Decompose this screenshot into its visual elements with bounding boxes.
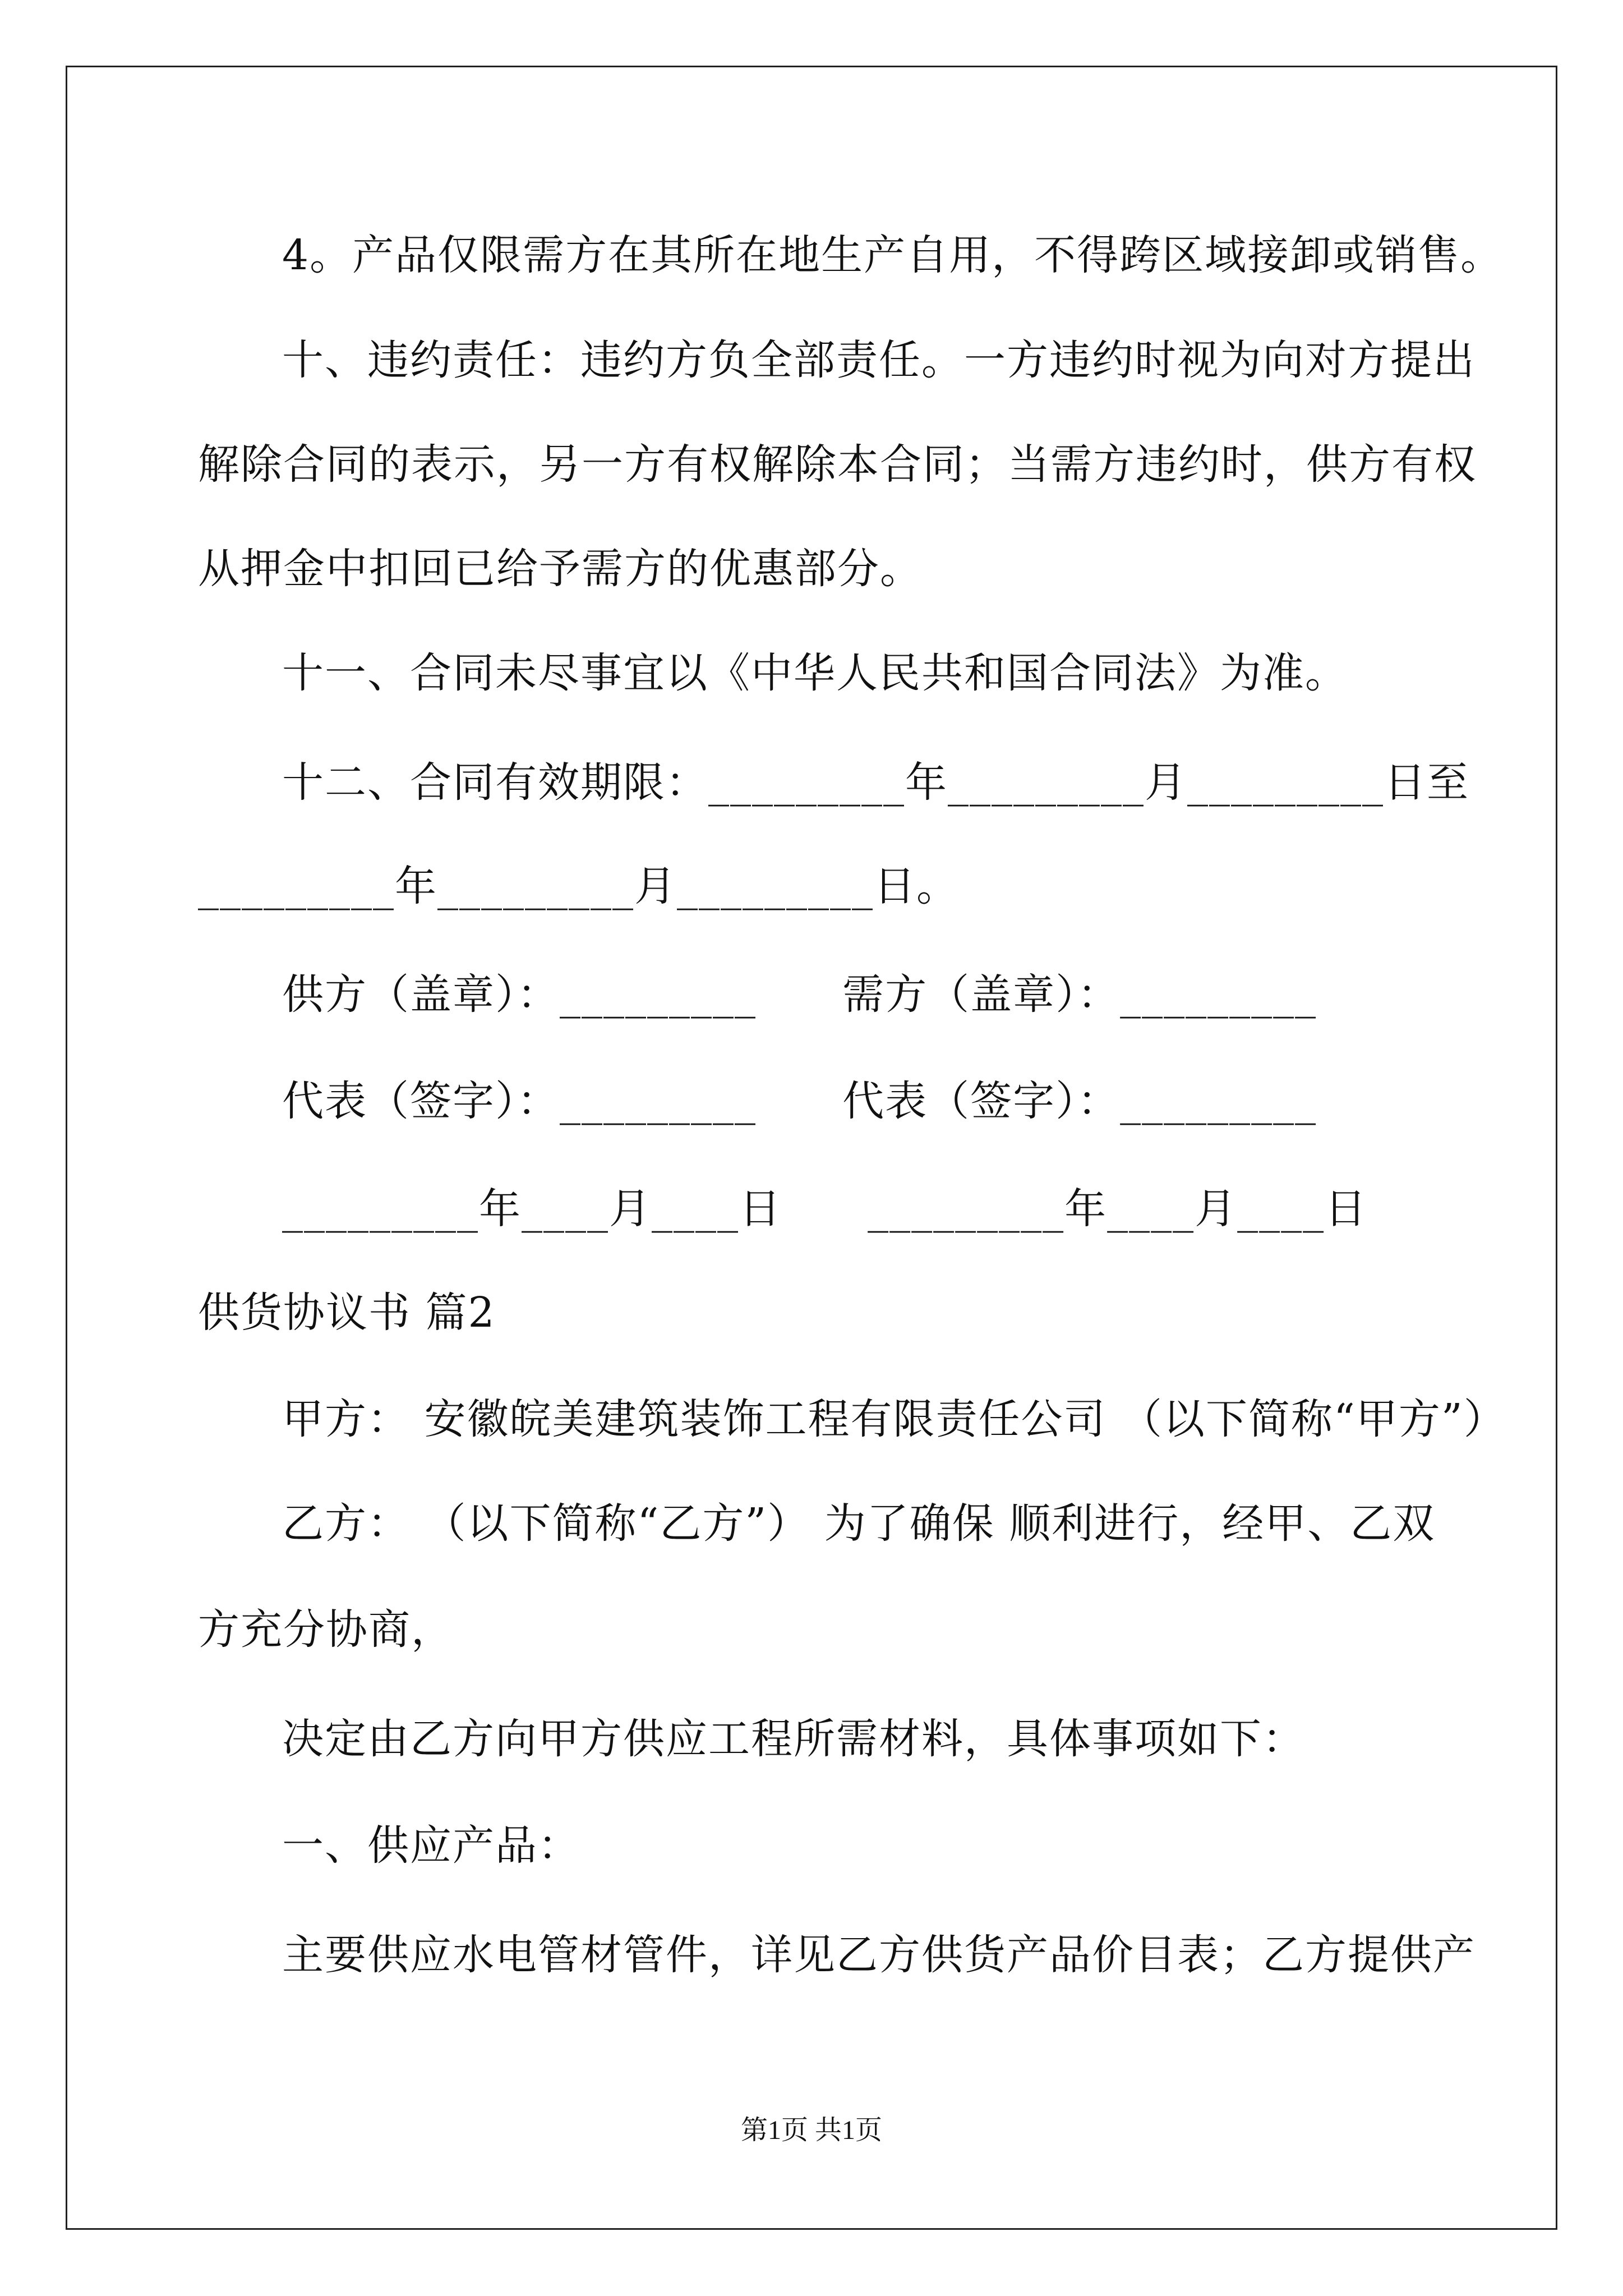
clause-validity-period: 十二、合同有效期限：_________年_________月_________日至 xyxy=(282,758,1469,807)
supply-products-heading: 一、供应产品： xyxy=(282,1821,580,1870)
party-a-line: 甲方： 安徽皖美建筑装饰工程有限责任公司 （以下简称“甲方”） xyxy=(282,1395,1506,1443)
signature-representative-line: 代表（签字）：_________ 代表（签字）：_________ xyxy=(282,1077,1317,1125)
supply-decision-line: 决定由乙方向甲方供应工程所需材料，具体事项如下： xyxy=(282,1715,1305,1763)
clause-validity-period-cont: _________年_________月_________日。 xyxy=(198,862,959,910)
page-border xyxy=(66,66,1557,2230)
clause-product-restriction: 4。产品仅限需方在其所在地生产自用，不得跨区域接卸或销售。 xyxy=(282,231,1504,279)
section-heading: 供货协议书 篇2 xyxy=(198,1289,496,1337)
signature-seal-line: 供方（盖章）：_________ 需方（盖章）：_________ xyxy=(282,970,1317,1019)
party-b-line-cont: 方充分协商， xyxy=(198,1605,454,1654)
supply-products-detail: 主要供应水电管材管件，详见乙方供货产品价目表；乙方提供产 xyxy=(282,1931,1476,1979)
page-footer: 第1页 共1页 xyxy=(740,2115,882,2145)
clause-governing-law: 十一、合同未尽事宜以《中华人民共和国合同法》为准。 xyxy=(282,649,1348,697)
clause-breach-liability: 十、违约责任：违约方负全部责任。一方违约时视为向对方提出 xyxy=(282,336,1476,384)
party-b-line: 乙方： （以下简称“乙方”） 为了确保 顺利进行，经甲、乙双 xyxy=(282,1499,1436,1548)
clause-breach-liability-cont-2: 从押金中扣回已给予需方的优惠部分。 xyxy=(198,545,923,593)
signature-date-line: _________年____月____日 _________年____月____日 xyxy=(282,1185,1368,1233)
clause-breach-liability-cont-1: 解除合同的表示，另一方有权解除本合同；当需方违约时，供方有权 xyxy=(198,440,1477,489)
